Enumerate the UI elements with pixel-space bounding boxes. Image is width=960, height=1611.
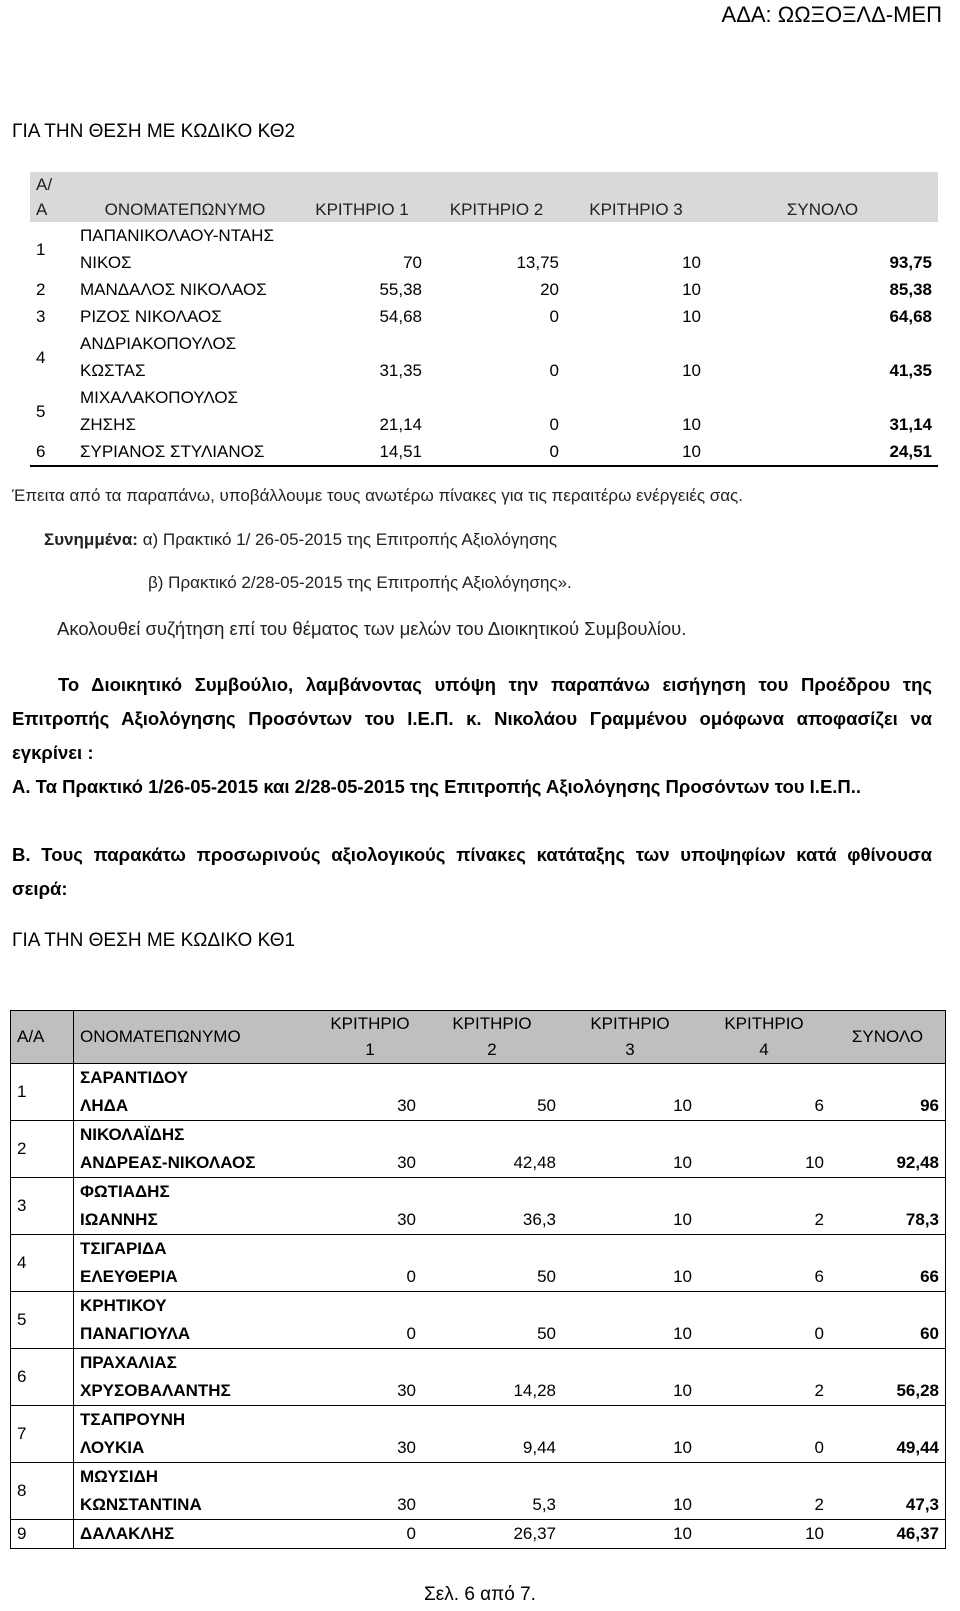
- table-row: [30, 222, 938, 276]
- candidate-firstname: ΛΟΥΚΙΑ: [80, 1438, 145, 1457]
- candidate-surname: ΤΣΙΓΑΡΙΔΑ: [80, 1239, 167, 1258]
- col-total-header: ΣΥΝΟΛΟ: [830, 1011, 946, 1064]
- candidate-name: [74, 330, 296, 384]
- total-value: 49,44: [830, 1406, 946, 1463]
- row-number: 2: [11, 1121, 74, 1178]
- criterion-4-value: 0: [698, 1406, 830, 1463]
- point-a-text: Α. Τα Πρακτικό 1/26-05-2015 και 2/28-05-2015 της Επιτροπής Αξιολόγησης Προσόντων του Ι.Ε.Π..: [12, 776, 862, 797]
- candidate-firstname: ΡΙΖΟΣ ΝΙΚΟΛΑΟΣ: [80, 307, 222, 326]
- candidate-surname: ΠΑΠΑΝΙΚΟΛΑΟΥ-ΝΤΑΗΣ: [80, 226, 274, 245]
- criterion-4-value: 2: [698, 1178, 830, 1235]
- attachment-a-text: α) Πρακτικό 1/ 26-05-2015 της Επιτροπής Αξιολόγησης: [137, 530, 558, 549]
- row-number: 8: [11, 1463, 74, 1520]
- candidate-name: [74, 276, 296, 303]
- col-c4-number: 4: [759, 1040, 769, 1059]
- candidate-name: [74, 1178, 319, 1235]
- candidate-name: [74, 1463, 319, 1520]
- criterion-3-value: 10: [562, 1406, 698, 1463]
- section-title-kth2: ΓΙΑ ΤΗΝ ΘΕΣΗ ΜΕ ΚΩΔΙΚΟ ΚΘ2: [12, 121, 296, 142]
- candidate-name: [74, 438, 296, 466]
- table-row: [11, 1520, 946, 1549]
- candidate-surname: ΜΩΥΣΙΔΗ: [80, 1467, 159, 1486]
- table-row: [30, 303, 938, 330]
- row-number: 5: [36, 401, 46, 421]
- point-b-text: Β. Τους παρακάτω προσωρινούς αξιολογικούς πίνακες κατάταξης των υποψηφίων κατά φθίνουσα σειρά:: [12, 844, 932, 899]
- criterion-2-value: 9,44: [422, 1406, 562, 1463]
- criterion-1-value: 0: [318, 1235, 422, 1292]
- col-total-header: ΣΥΝΟΛΟ: [707, 172, 938, 222]
- candidate-surname: ΚΡΗΤΙΚΟΥ: [80, 1296, 167, 1315]
- table-row: [11, 1064, 946, 1121]
- candidate-firstname: ΛΗΔΑ: [80, 1096, 129, 1115]
- criterion-1-value: 55,38: [379, 280, 422, 299]
- criterion-2-value: 50: [422, 1292, 562, 1349]
- candidate-surname: ΑΝΔΡΙΑΚΟΠΟΥΛΟΣ: [80, 334, 237, 353]
- col-c3-label: ΚΡΙΤΗΡΙΟ: [590, 1014, 670, 1033]
- candidate-name: [74, 384, 296, 438]
- candidate-firstname: ΚΩΣΤΑΣ: [80, 361, 146, 380]
- candidate-name: [74, 1349, 319, 1406]
- col-aa-header: Α/ Α: [30, 172, 74, 222]
- col-name-header: ΟΝΟΜΑΤΕΠΩΝΥΜΟ: [74, 1011, 319, 1064]
- criterion-1-value: 14,51: [296, 438, 428, 466]
- criterion-1-value: 30: [318, 1178, 422, 1235]
- col-c3-number: 3: [625, 1040, 635, 1059]
- col-c2-number: 2: [487, 1040, 497, 1059]
- candidate-surname: ΝΙΚΟΛΑΪΔΗΣ: [80, 1125, 185, 1144]
- row-number: 6: [30, 438, 74, 466]
- discussion-text: Ακολουθεί συζήτηση επί του θέματος των μελών του Διοικητικού Συμβουλίου.: [57, 618, 687, 639]
- candidate-firstname: ΧΡΥΣΟΒΑΛΑΝΤΗΣ: [80, 1381, 231, 1400]
- criterion-4-value: 6: [698, 1064, 830, 1121]
- candidate-firstname: ΑΝΔΡΕΑΣ-ΝΙΚΟΛΑΟΣ: [80, 1153, 256, 1172]
- row-number: 2: [36, 280, 46, 299]
- criterion-2-value: 50: [422, 1064, 562, 1121]
- criterion-2-value: 26,37: [422, 1520, 562, 1549]
- candidate-name: [74, 1064, 319, 1121]
- decision-text: Το Διοικητικό Συμβούλιο, λαμβάνοντας υπόψη την παραπάνω εισήγηση του Προέδρου της Επιτροπής Αξιολόγησης Προσόντων του Ι.Ε.Π. κ. Νικολάου Γραμμένου ομόφωνα αποφασίζει να εγκρίνει :: [12, 674, 932, 763]
- criterion-4-value: 10: [698, 1520, 830, 1549]
- table-row: [11, 1463, 946, 1520]
- criterion-2-value: 5,3: [422, 1463, 562, 1520]
- section-title-kth1: ΓΙΑ ΤΗΝ ΘΕΣΗ ΜΕ ΚΩΔΙΚΟ ΚΘ1: [12, 930, 296, 951]
- criterion-2-value: 14,28: [422, 1349, 562, 1406]
- total-value: 47,3: [830, 1463, 946, 1520]
- col-c2-header: ΚΡΙΤΗΡΙΟ 2: [428, 172, 565, 222]
- candidate-name: [74, 222, 296, 276]
- page-number: Σελ. 6 από 7.: [424, 1584, 536, 1605]
- total-value: 78,3: [830, 1178, 946, 1235]
- table-row: [11, 1349, 946, 1406]
- criterion-2-value: 36,3: [422, 1178, 562, 1235]
- table-row: [11, 1178, 946, 1235]
- criterion-1-value: 30: [318, 1121, 422, 1178]
- candidate-firstname: ΚΩΝΣΤΑΝΤΙΝΑ: [80, 1495, 202, 1514]
- criterion-4-value: 10: [698, 1121, 830, 1178]
- table-kth2: [30, 172, 938, 467]
- criterion-3-value: 10: [562, 1349, 698, 1406]
- candidate-firstname: ΣΥΡΙΑΝΟΣ ΣΤΥΛΙΑΝΟΣ: [80, 442, 265, 461]
- col-c3-header: ΚΡΙΤΗΡΙΟ 3: [565, 172, 707, 222]
- criterion-3-value: 10: [682, 253, 701, 272]
- col-c4-header: [698, 1011, 830, 1064]
- criterion-3-value: 10: [682, 361, 701, 380]
- candidate-firstname: ΙΩΑΝΝΗΣ: [80, 1210, 158, 1229]
- table-kth1: [10, 1010, 946, 1549]
- table-row: [11, 1292, 946, 1349]
- candidate-name: [74, 1235, 319, 1292]
- attachments-b: β) Πρακτικό 2/28-05-2015 της Επιτροπής Αξιολόγησης».: [148, 573, 572, 592]
- table-kth1-body: [11, 1064, 946, 1549]
- criterion-4-value: 0: [698, 1292, 830, 1349]
- table-row: [30, 276, 938, 303]
- col-c1-label: ΚΡΙΤΗΡΙΟ: [330, 1014, 410, 1033]
- criterion-3-value: 10: [682, 307, 701, 326]
- col-c1-header: [318, 1011, 422, 1064]
- total-value: 96: [830, 1064, 946, 1121]
- table-row: [11, 1121, 946, 1178]
- ada-code: ΑΔΑ: ΩΩΞΟΞΛΔ-ΜΕΠ: [721, 2, 942, 27]
- candidate-firstname: ΜΑΝΔΑΛΟΣ ΝΙΚΟΛΑΟΣ: [80, 280, 267, 299]
- criterion-3-value: 10: [562, 1292, 698, 1349]
- candidate-firstname: ΜΙΧΑΛΑΚΟΠΟΥΛΟΣ ΖΗΣΗΣ: [80, 388, 239, 434]
- criterion-3-value: 10: [562, 1064, 698, 1121]
- total-value: 56,28: [830, 1349, 946, 1406]
- table-header-row: [30, 172, 938, 222]
- col-aa-header: Α/Α: [11, 1011, 74, 1064]
- candidate-surname: ΣΑΡΑΝΤΙΔΟΥ: [80, 1068, 189, 1087]
- row-number: 3: [11, 1178, 74, 1235]
- criterion-2-value: 0: [428, 438, 565, 466]
- paragraph-intro: Έπειτα από τα παραπάνω, υποβάλλουμε τους ανωτέρω πίνακες για τις περαιτέρω ενέργειές σας.: [12, 486, 743, 505]
- row-number: 1: [11, 1064, 74, 1121]
- criterion-3-value: 10: [562, 1178, 698, 1235]
- table-row: [11, 1235, 946, 1292]
- row-number: 7: [11, 1406, 74, 1463]
- table-kth2-body: [30, 222, 938, 466]
- row-number: 4: [11, 1235, 74, 1292]
- row-number: 3: [36, 307, 46, 326]
- criterion-1-value: 31,35: [379, 361, 422, 380]
- criterion-3-value: 10: [682, 415, 701, 434]
- table-header-row: [11, 1011, 946, 1064]
- candidate-surname: ΠΡΑΧΑΛΙΑΣ: [80, 1353, 177, 1372]
- total-value: 85,38: [889, 280, 932, 299]
- total-value: 60: [830, 1292, 946, 1349]
- total-value: 92,48: [830, 1121, 946, 1178]
- candidate-surname: ΤΣΑΠΡΟΥΝΗ: [80, 1410, 186, 1429]
- criterion-4-value: 6: [698, 1235, 830, 1292]
- candidate-firstname: ΝΙΚΟΣ: [80, 253, 132, 272]
- col-name-header: ΟΝΟΜΑΤΕΠΩΝΥΜΟ: [74, 172, 296, 222]
- total-value: 66: [830, 1235, 946, 1292]
- table-row: [11, 1406, 946, 1463]
- criterion-1-value: 54,68: [379, 307, 422, 326]
- candidate-name: [74, 1520, 319, 1549]
- criterion-3-value: 10: [682, 280, 701, 299]
- candidate-surname: ΦΩΤΙΑΔΗΣ: [80, 1182, 170, 1201]
- total-value: 31,14: [889, 415, 932, 434]
- candidate-name: [74, 1292, 319, 1349]
- candidate-firstname: ΔΑΛΑΚΛΗΣ: [80, 1524, 175, 1543]
- candidate-firstname: ΕΛΕΥΘΕΡΙΑ: [80, 1267, 178, 1286]
- criterion-3-value: 10: [562, 1463, 698, 1520]
- criterion-2-value: 50: [422, 1235, 562, 1292]
- criterion-3-value: 10: [562, 1520, 698, 1549]
- criterion-1-value: 30: [318, 1064, 422, 1121]
- col-c1-header: ΚΡΙΤΗΡΙΟ 1: [296, 172, 428, 222]
- table-row: [30, 330, 938, 384]
- criterion-3-value: 10: [562, 1235, 698, 1292]
- criterion-2-value: 13,75: [516, 253, 559, 272]
- criterion-2-value: 0: [549, 415, 559, 434]
- criterion-1-value: 70: [403, 253, 422, 272]
- candidate-firstname: ΠΑΝΑΓΙΟΥΛΑ: [80, 1324, 191, 1343]
- total-value: 93,75: [889, 253, 932, 272]
- table-row: [30, 384, 938, 438]
- total-value: 64,68: [889, 307, 932, 326]
- row-number: 6: [11, 1349, 74, 1406]
- criterion-3-value: 10: [562, 1121, 698, 1178]
- row-number: 5: [11, 1292, 74, 1349]
- total-value: 41,35: [889, 361, 932, 380]
- candidate-name: [74, 303, 296, 330]
- total-value: 24,51: [707, 438, 938, 466]
- candidate-name: [74, 1406, 319, 1463]
- table-row: [30, 438, 938, 466]
- criterion-1-value: 0: [318, 1520, 422, 1549]
- total-value: 46,37: [830, 1520, 946, 1549]
- criterion-4-value: 2: [698, 1463, 830, 1520]
- criterion-1-value: 30: [318, 1463, 422, 1520]
- criterion-1-value: 21,14: [379, 415, 422, 434]
- criterion-2-value: 0: [549, 361, 559, 380]
- criterion-2-value: 0: [549, 307, 559, 326]
- criterion-3-value: 10: [565, 438, 707, 466]
- col-c2-header: [422, 1011, 562, 1064]
- attachments-a: [44, 530, 557, 550]
- row-number: 4: [36, 347, 46, 367]
- col-c4-label: ΚΡΙΤΗΡΙΟ: [724, 1014, 804, 1033]
- attachments-label: Συνημμένα:: [44, 530, 138, 549]
- criterion-1-value: 30: [318, 1406, 422, 1463]
- col-c1-number: 1: [365, 1040, 375, 1059]
- criterion-4-value: 2: [698, 1349, 830, 1406]
- criterion-2-value: 20: [540, 280, 559, 299]
- col-c2-label: ΚΡΙΤΗΡΙΟ: [452, 1014, 532, 1033]
- criterion-1-value: 30: [318, 1349, 422, 1406]
- row-number: 9: [11, 1520, 74, 1549]
- criterion-1-value: 0: [318, 1292, 422, 1349]
- row-number: 1: [36, 239, 46, 259]
- criterion-2-value: 42,48: [422, 1121, 562, 1178]
- col-c3-header: [562, 1011, 698, 1064]
- candidate-name: [74, 1121, 319, 1178]
